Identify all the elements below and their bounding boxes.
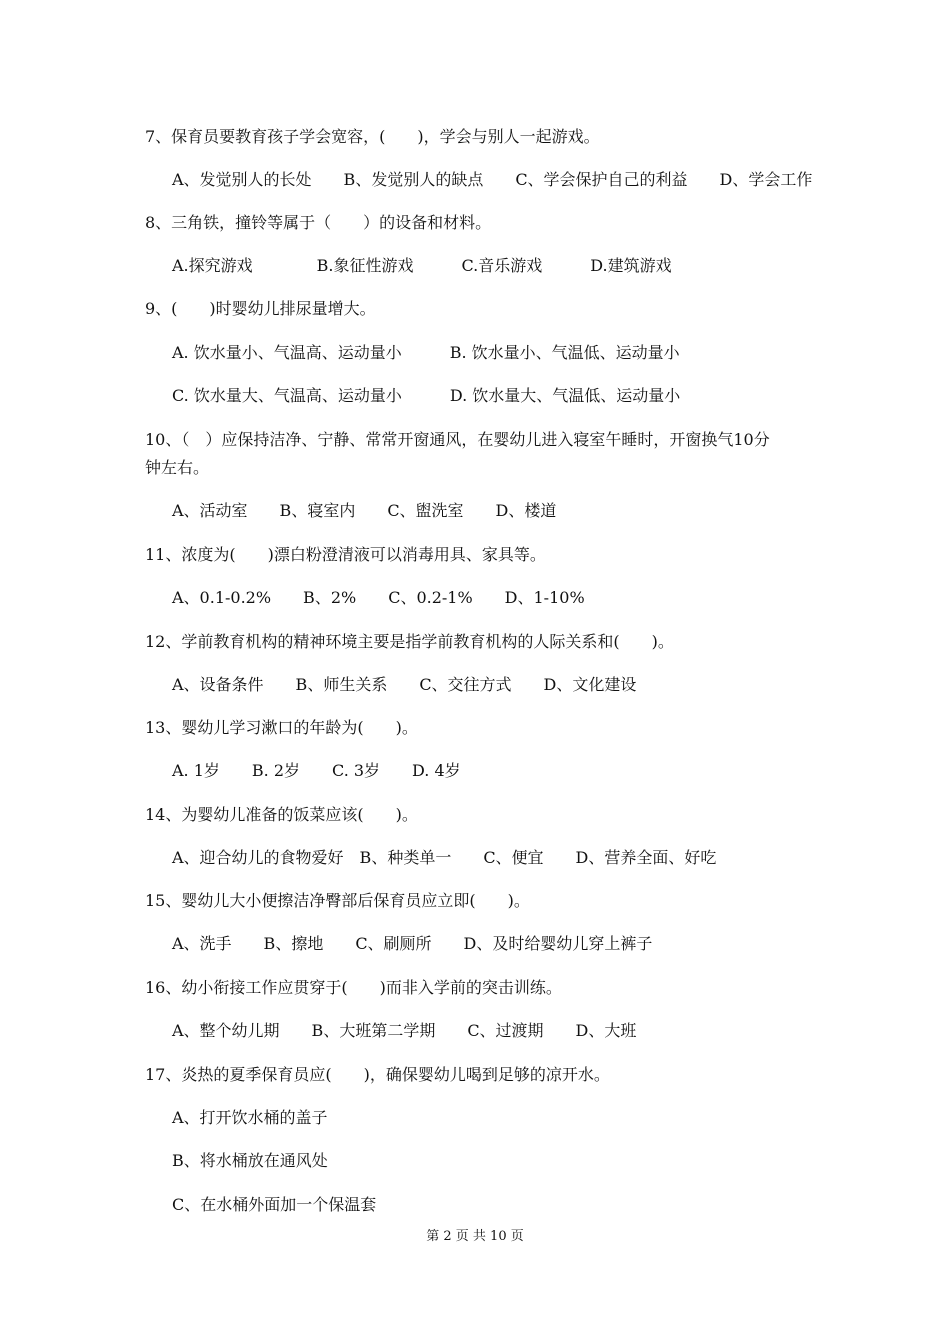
- question-11: 11、浓度为( )漂白粉澄清液可以消毒用具、家具等。: [145, 545, 546, 564]
- question-10: 10、（ ）应保持洁净、宁静、常常开窗通风，在婴幼儿进入寝室午睡时，开窗换气10分: [145, 430, 770, 449]
- question-14: 14、为婴幼儿准备的饭菜应该( )。: [145, 805, 418, 824]
- options-16: A、整个幼儿期 B、大班第二学期 C、过渡期 D、大班: [172, 1021, 637, 1040]
- question-16: 16、幼小衔接工作应贯穿于( )而非入学前的突击训练。: [145, 978, 562, 997]
- question-7: 7、保育员要教育孩子学会宽容，( )，学会与别人一起游戏。: [145, 127, 600, 146]
- options-14: A、迎合幼儿的食物爱好 B、种类单一 C、便宜 D、营养全面、好吃: [172, 848, 717, 867]
- option-17-a: A、打开饮水桶的盖子: [172, 1108, 328, 1127]
- options-9-ab: A. 饮水量小、气温高、运动量小 B. 饮水量小、气温低、运动量小: [172, 343, 680, 362]
- options-12: A、设备条件 B、师生关系 C、交往方式 D、文化建设: [172, 675, 637, 694]
- options-9-cd: C. 饮水量大、气温高、运动量小 D. 饮水量大、气温低、运动量小: [172, 386, 681, 405]
- question-9: 9、( )时婴幼儿排尿量增大。: [145, 299, 376, 318]
- options-13: A. 1岁 B. 2岁 C. 3岁 D. 4岁: [172, 761, 461, 780]
- options-7: A、发觉别人的长处 B、发觉别人的缺点 C、学会保护自己的利益 D、学会工作: [172, 170, 813, 189]
- option-17-b: B、将水桶放在通风处: [172, 1151, 328, 1170]
- option-17-c: C、在水桶外面加一个保温套: [172, 1195, 377, 1214]
- question-10-cont: 钟左右。: [145, 458, 210, 477]
- question-17: 17、炎热的夏季保育员应( )，确保婴幼儿喝到足够的凉开水。: [145, 1065, 610, 1084]
- options-11: A、0.1-0.2% B、2% C、0.2-1% D、1-10%: [172, 588, 585, 607]
- page-footer: 第 2 页 共 10 页: [426, 1229, 524, 1244]
- question-13: 13、婴幼儿学习漱口的年龄为( )。: [145, 718, 418, 737]
- options-8: A.探究游戏 B.象征性游戏 C.音乐游戏 D.建筑游戏: [172, 256, 672, 275]
- options-15: A、洗手 B、擦地 C、刷厕所 D、及时给婴幼儿穿上裤子: [172, 934, 653, 953]
- question-8: 8、三角铁，撞铃等属于（ ）的设备和材料。: [145, 213, 492, 232]
- options-10: A、活动室 B、寝室内 C、盥洗室 D、楼道: [172, 501, 557, 520]
- question-12: 12、学前教育机构的精神环境主要是指学前教育机构的人际关系和( )。: [145, 632, 674, 651]
- question-15: 15、婴幼儿大小便擦洁净臀部后保育员应立即( )。: [145, 891, 530, 910]
